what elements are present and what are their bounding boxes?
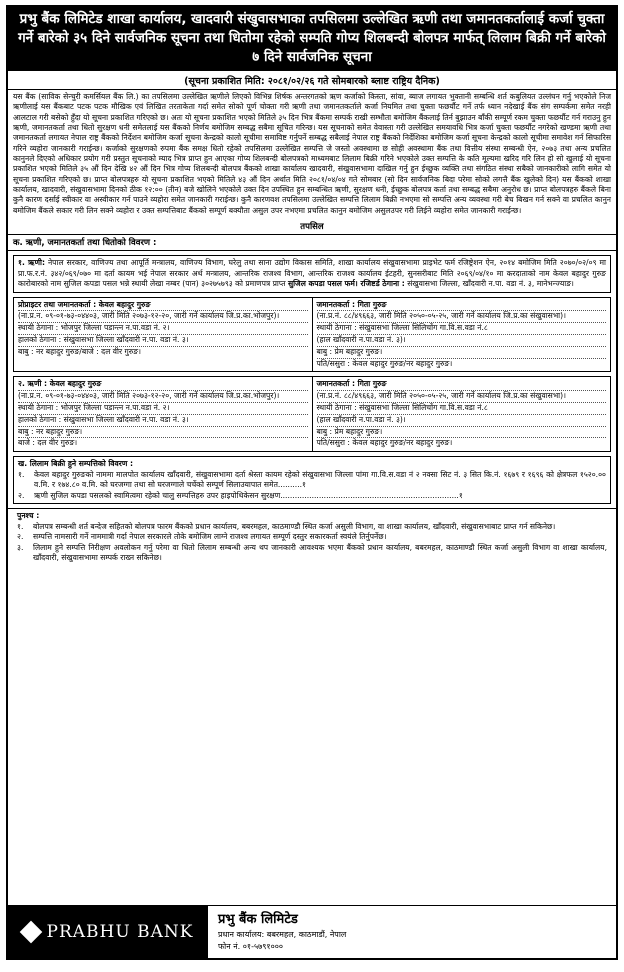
proprietor-column xyxy=(14,298,312,372)
section-a-title: क. ऋणी, जमानतकर्ता तथा धितोको विवरण : xyxy=(8,234,616,251)
list-item: ३. लिलाम हुने सम्पत्ति निरीक्षण अवलोकन गर्नु परेमा वा धितो लिलाम सम्बन्धी अन्य थप जानकारी आवश्यक भएमा बैंकको प्रधान कार्यालय, बबरमहल, काठमाण्डौ स्थित कर्जा असुली विभाग वा शाखा कार्यालय, खाँदवारी, संखुवासभामा सम्पर्क राख्न सकिनेछ। xyxy=(17,542,607,563)
notes-list xyxy=(17,522,607,564)
notice-title: प्रभु बैंक लिमिटेड शाखा कार्यालय, खादवारी संखुवासभाका तपसिलमा उल्लेखित ऋणी तथा जमानतकर्तालाई कर्जा चुक्ता गर्ने बारेको ३५ दिने सार्वजनिक सूचना तथा धितोमा रहेको सम्पति गोप्य शिलबन्दी बोलपत्र मार्फत् लिलाम बिक्री गर्ने बारेको ७ दिने सार्वजनिक सूचना xyxy=(8,7,616,71)
notes-title: पुनश्च : xyxy=(17,511,40,521)
tapasil-heading: तपसिल xyxy=(300,222,324,233)
borrower-1-text: नेपाल सरकार, वाणिज्य तथा आपूर्ति मन्त्रालय, वाणिज्य विभाग, घरेलु तथा साना उद्योग विकास समिति, शाखा कार्यालय संखुवासभामा प्राइभेट फर्म रजिष्ट्रेशन ऐन, २०१४ बमोजिम मिति २०७०/०२/०९ मा प्रा.फ.र.नं. ३४२/०६९/०७० मा दर्ता कायम भई नेपाल सरकार अर्थ मन्त्रालय, आन्तरिक राजश्व विभाग, आन्तरिक राजश्व कार्यालय ईटहरी, सुनसरीबाट मिति २०६९/०४/१० मा करदाताको नाम केवल बहादुर गुरुङ कारोबारको नाम सुजिल कपडा पसल भन्ने स्थायी लेखा नम्बर (पान) ३०२७५७९३ को प्रमाणपत्र प्राप्त xyxy=(18,258,606,289)
bank-phone: फोन नं. ०१-५७९१००० xyxy=(218,942,284,951)
detail-line: स्थायी ठेगाना : संखुवासभा जिल्ला सिलिचोंग गा.वि.स.वडा नं.८ xyxy=(317,323,607,335)
bank-name: प्रभु बैंक लिमिटेड xyxy=(218,912,298,927)
detail-line: बाजे : दल वीर गुरुङ। xyxy=(18,438,78,448)
section-b-title: ख. लिलाम बिक्री हुने सम्पत्तिको विवरण : xyxy=(18,459,134,469)
publication-line: (सूचना प्रकाशित मिति: २०८१/०२/२६ गते सोमबारको ब्लाष्ट राष्ट्रिय दैनिक) xyxy=(8,71,616,90)
borrower-1-address: संखुवासभा जिल्ला, खाँदवारी न.पा. वडा नं. ३, मानेभन्ज्याङ। xyxy=(407,279,574,289)
detail-line: (ना.प्र.नं. ८८/४९६६३, जारी मिति २०५०-०५-२५, जारी गर्ने कार्यालय जि.प्र.का संखुवासभा)। xyxy=(317,311,607,323)
guarantor-2-column xyxy=(312,377,611,451)
borrower-2-column xyxy=(14,377,312,451)
list-item: २. सम्पत्ति नामसारी गर्ने नाममात्री गर्दा नेपाल सरकारले तोके बमोजिम लाग्ने राजश्व लगायत सम्पूर्ण दस्तुर सकारकर्ता स्वयंले तिर्नुपर्नेछ। xyxy=(17,532,387,542)
party-grid-1 xyxy=(13,297,611,373)
detail-line: (हाल खाँदवारी न.पा.वडा नं. ३)। xyxy=(317,415,607,427)
guarantor-2-head: जमानतकर्ता : गिता गुरुङ xyxy=(317,379,607,391)
detail-line: (ना.प्र.न. ०९-०१-७३-०४४०३, जारी मिति २०७३-१२-२०, जारी गर्ने कार्यालय जि.प्र.का.भोजपुर)। xyxy=(18,311,308,323)
proprietor-head: प्रोप्राइटर तथा जमानतकर्ता : केवल बहादुर गुरुङ xyxy=(18,300,308,312)
bank-info xyxy=(208,911,346,953)
diamond-logo-icon xyxy=(19,921,42,944)
notice-page xyxy=(6,5,618,960)
borrower-1-label: १. ऋणी: xyxy=(18,258,45,268)
borrower-1-box xyxy=(13,255,611,293)
detail-line: बाबु : प्रेम बहादुर गुरुङ। xyxy=(317,427,607,439)
bank-logo xyxy=(8,906,208,958)
intro-paragraph: यस बैंक (साविक सेन्चुरी कमर्सियल बैंक लि.) का तपसिलमा उल्लेखित ऋणीले लिएको विभिन्न शिर्षक अन्तरगतको ऋण कर्जाको किस्ता, सांवा, ब्याज लगायत भुक्तानी सम्बन्धि शर्त कबुलियत उल्लंघन गर्नु भएकोले निज ऋणीलाई यस बैंकबाट पटक पटक मौखिक एवं लिखित तरताकेता गर्दा समेत सोको पूर्ण चोक्ता गरी ऋणी तथा जमानतकर्ताले कर्जा नियमित तथा चुक्ता फछर्यौट गर्ने तर्फ ध्यान नदेखाई बैंक संग सम्पर्कमा समेत नरही आलटाल गरी बसेको हुँदा यो सूचना प्रकाशित गरिएको छ। अतः यो सूचना प्रकाशित भएको मितिले ३५ दिन भित्र बैंकमा सम्पर्क राखी सम्भौता बमोजिम बैंकलाई तिर्न बुझाउन बाँकी सम्पूर्ण रकम चुक्ता फछर्यौट गर्न गराउनु हुन ऋणी, जमानतकर्ता तथा धितो सुरक्षण धनी समेतलाई यस बैंकको निर्णय बमोजिम सम्बद्ध सबैमा सूचित गरिन्छ। यस सूचनाको समेत वेवास्ता गरी उल्लेखित समयावधि भित्र कर्जा चुक्ता फछर्यौट नगरेको खण्डमा ऋणी तथा जमानतकर्ता लगायत नेपाल राष्ट्र बैंकको निर्देशन बमोजिम कर्जा सूचना केन्द्रको कालो सूचीमा समाविष्ट गर्नुपर्ने सम्बद्ध सबैलाई नेपाल राष्ट्र बैंकको निर्देशिका बमोजिम कर्जा सूचना केन्द्रको कालो सूचीमा समावेश गर्न सिफारिस गरिने व्यहोरा जानकारी गराईन्छ। कर्जाको सुरक्षणको रुपमा बैंक समक्ष धितो रहेको तपसिलमा उल्लेखित सम्पत्ति जे जस्तो अवस्थामा छ सोही अवस्थामा बैंक तथा वित्तीय संस्था सम्बन्धी ऐन, २०७३ तथा अन्य प्रचलित कानुनले दिएको अधिकार प्रयोग गरी प्रस्तुत सूचनाको म्याद भित्र प्राप्त हुन आएका गोप्य शिलबन्दी बोलपत्रको माध्यमबाट लिलाम बिक्री गरिने भएकोले उक्त सम्पत्ति के कति मूल्यमा खरिद गरि लिन हो सो खुलाई यो सूचना प्रकाशित भएको मितिले ३५ औं दिन देखि ४२ औं दिन भित्र गोप्य शिलबन्दी बोलपत्र बैंकको शाखा कार्यालय खादवारी, संखुवासभामा दाखिल गर्नु हुन ईच्छुक व्यक्ति तथा संगठित संस्था सबैको जानकारीको लागि समेत यो सूचना प्रकाशित गरिएको छ। प्राप्त बोलपत्रहरु यो सूचना प्रकाशित भएको मितिले ४३ औं दिन अर्थात मिति २०८१/०४/०४ गते सोमबार (सो दिन सार्वजनिक बिदा परेमा सोको लगत्तै बैंक खुलेको दिन) यस बैंकको शाखा कार्यालय, खादवारी, संखुवासभामा दिनको ठीक १२:०० (तीन) बजे खोलिने भएकोले उक्त दिन उपस्थित हुन सम्बन्धित ऋणी, सुरक्षण धनी, ईच्छुक बोलपत्र कर्ता तथा सम्बद्ध सबैमा अनुरोध छ। प्राप्त बोलपत्रहरु बैंकले बिना कुनै कारण दर्साई स्वीकार वा अस्वीकार गर्न पाउने व्यहोरा समेत जानकारी गराईन्छ। कुनै कारणवश तपसिलमा उल्लेखित सम्पत्ति लिलाम बिक्री नभएमा सो सम्पत्ति अन्य व्यवस्था गरी बेच बिखन गर्न सक्ने वा प्रचलित कानुन बमोजिम बैंकले सकार गरी लिन सक्ने व्यहोरा र उक्त सम्पत्तिबाट बैंकको सम्पूर्ण बक्यौता असुल उपर नभएमा प्रचलित कानुन बमोजिम असुलउपर गरी लिईने व्यहोरा समेत जानकारी गराईन्छ। xyxy=(13,92,611,215)
notes-box xyxy=(8,508,616,566)
guarantor-column xyxy=(312,298,611,372)
borrower-1-firm: सुजिल कपडा पसल फर्म। रजिष्टर्ड ठेगाना : xyxy=(287,279,405,289)
party-grid-2 xyxy=(13,376,611,452)
detail-line: बाबु : प्रेम बहादुर गुरुङ। xyxy=(317,347,607,359)
detail-line: (ना.प्र.नं. ८८/४९६६३, जारी मिति २०५०-०५-२५, जारी गर्ने कार्यालय जि.प्र.का संखुवासभा)। xyxy=(317,391,607,403)
list-item: २. ऋणी सुजिल कपडा पसलको स्वामित्वमा रहेको चालु सम्पत्तिहरु उपर हाइपोथिकेसन सुरक्षण..........................................................................१ xyxy=(18,490,463,500)
property-box xyxy=(13,456,611,504)
guarantor-head: जमानतकर्ता : गिता गुरुङ xyxy=(317,300,607,312)
detail-line: बाबु : नर बहादुर गुरुङ/बाजे : दल वीर गुरुङ। xyxy=(18,346,142,356)
detail-line: हालको ठेगाना : संखुवासभा जिल्ला खाँदवारी न.पा. वडा नं. ३। xyxy=(18,335,308,347)
detail-line: (ना.प्र.न. ०९-०१-७३-०४४०३, जारी मिति २०७३-१२-२०, जारी गर्ने कार्यालय जि.प्र.का.भोजपुर)। xyxy=(18,391,308,403)
property-list xyxy=(18,470,606,502)
bank-address: प्रधान कार्यालय: बबरमहल, काठमाडौं, नेपाल xyxy=(218,930,347,939)
detail-line: हालको ठेगाना : संखुवासभा जिल्ला खाँदवारी न.पा. वडा नं. ३। xyxy=(18,415,308,427)
logo-text: PRABHU BANK xyxy=(46,922,194,942)
footer xyxy=(8,905,616,958)
detail-line: स्थायी ठेगाना : भोजपुर जिल्ला पडान्त्न न.पा.वडा नं. २। xyxy=(18,323,308,335)
borrower-2-head: २. ऋणी : केवल बहादुर गुरुङ xyxy=(18,379,308,391)
detail-line: स्थायी ठेगाना : भोजपुर जिल्ला पडान्त्न न.पा.वडा नं. २। xyxy=(18,403,308,415)
detail-line: पति/ससुरा : केवल बहादुर गुरुङ/नर बहादुर गुरुङ। xyxy=(316,358,453,368)
list-item: १. बोलपत्र सम्बन्धी शर्त बन्देज सहितको बोलपत्र फारम बैंकको प्रधान कार्यालय, बबरमहल, काठमाण्डौ स्थित कर्जा असुली विभाग, वा शाखा कार्यालय, खाँदवारी, संखुवासभाबाट प्राप्त गर्न सकिनेछ। xyxy=(17,521,556,531)
detail-line: पति/ससुरा : केवल बहादुर गुरुङ/नर बहादुर गुरुङ। xyxy=(316,438,453,448)
detail-line: बाबु : नर बहादुर गुरुङ। xyxy=(18,427,308,439)
list-item: १. केवल बहादुर गुरुङको नाममा मालपोत कार्यालय खाँदवारी, संखुवासभामा दर्ता श्रेस्ता कायम रहेको संखुवासभा जिल्ला पांमा गा.वि.स.वडा नं २ नक्सा सिट नं. ३ सित कि.नं. १६७९ र १६९६ को क्षेत्रफल १५२०.०० व.मि. र १७४.८० व.मि. को घरजग्गा तथा सो घरजग्गाले चर्चेको सम्पूर्ण सिलाउयापात समेत..........१ xyxy=(18,469,606,490)
detail-line: स्थायी ठेगाना : संखुवासभा जिल्ला सिलिचोंग गा.वि.स.वडा नं.८ xyxy=(317,403,607,415)
detail-line: (हाल खाँदवारी न.पा.वडा नं. ३)। xyxy=(317,335,607,347)
